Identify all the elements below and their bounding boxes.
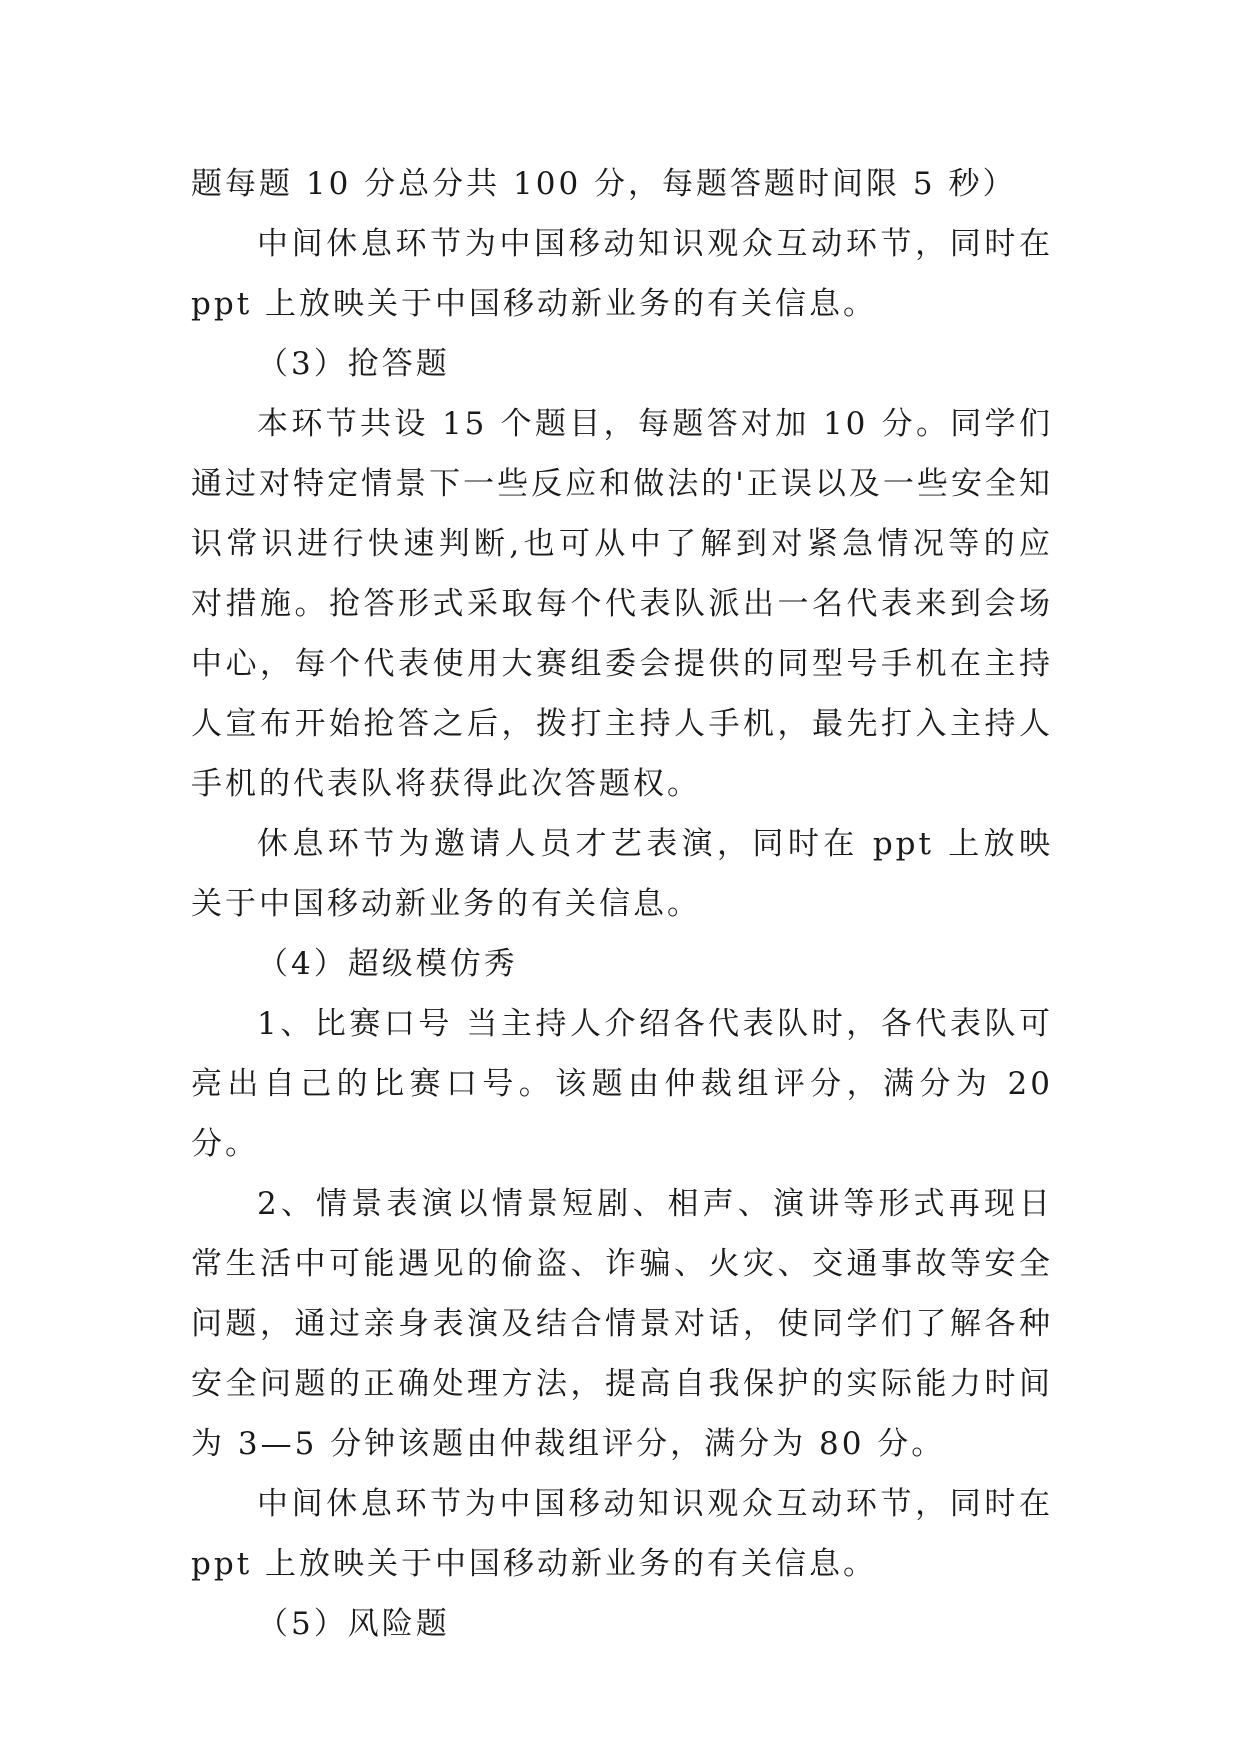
document-body — [191, 154, 1053, 1654]
heading-risk-question: （5）风险题 — [257, 1606, 450, 1642]
paragraph-scenario-performance: 2、情景表演以情景短剧、相声、演讲等形式再现日常生活中可能遇见的偷盗、诈骗、火灾、交通事故等安全问题，通过亲身表演及结合情景对话，使同学们了解各种安全问题的正确处理方法，提高自我保护的实际能力时间为 3—5 分钟该题由仲裁组评分，满分为 80 分。 — [191, 1186, 1053, 1462]
paragraph-slogan: 1、比赛口号 当主持人介绍各代表队时，各代表队可亮出自己的比赛口号。该题由仲裁组评分，满分为 20 分。 — [191, 1006, 1053, 1162]
heading-quick-answer: （3）抢答题 — [257, 346, 450, 382]
heading-imitation-show: （4）超级模仿秀 — [257, 946, 518, 982]
paragraph-break-interaction-1: 中间休息环节为中国移动知识观众互动环节，同时在 ppt 上放映关于中国移动新业务的有关信息。 — [191, 226, 1053, 322]
paragraph-continuation: 题每题 10 分总分共 100 分，每题答题时间限 5 秒） — [191, 166, 1017, 202]
paragraph-break-interaction-2: 中间休息环节为中国移动知识观众互动环节，同时在 ppt 上放映关于中国移动新业务的有关信息。 — [191, 1486, 1053, 1582]
paragraph-quick-answer-rules: 本环节共设 15 个题目，每题答对加 10 分。同学们通过对特定情景下一些反应和做法的'正误以及一些安全知识常识进行快速判断,也可从中了解到对紧急情况等的应对措施。抢答形式采取每个代表队派出一名代表来到会场中心，每个代表使用大赛组委会提供的同型号手机在主持人宣布开始抢答之后，拨打主持人手机，最先打入主持人手机的代表队将获得此次答题权。 — [191, 406, 1053, 802]
paragraph-break-performance: 休息环节为邀请人员才艺表演，同时在 ppt 上放映关于中国移动新业务的有关信息。 — [191, 826, 1053, 922]
